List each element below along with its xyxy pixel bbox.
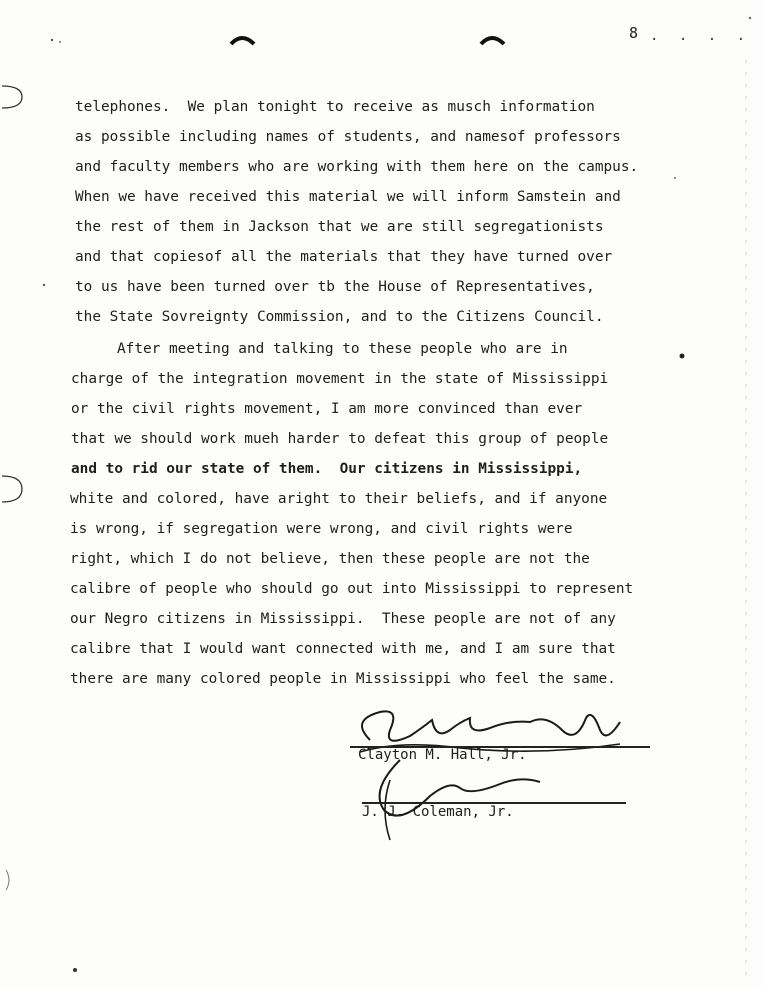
text-line: telephones. We plan tonight to receive as musch information	[75, 99, 595, 115]
corner-dots: . . . .	[650, 28, 752, 44]
text-line: right, which I do not believe, then these people are not the	[70, 551, 590, 567]
text-line: that we should work mueh harder to defeat this group of people	[71, 431, 609, 447]
page-number: 8	[629, 24, 639, 42]
text-line: or the civil rights movement, I am more convinced than ever	[71, 401, 583, 417]
signatory-name-1: Clayton M. Hall, Jr.	[358, 747, 527, 763]
text-line: and faculty members who are working with them here on the campus.	[75, 159, 639, 175]
text-line: and that copiesof all the materials that they have turned over	[75, 249, 613, 265]
signatory-name-2: J. J. Coleman, Jr.	[362, 804, 514, 820]
text-line: and to rid our state of them. Our citizens in Mississippi,	[71, 461, 583, 477]
text-line: as possible including names of students, and namesof professors	[75, 129, 621, 145]
text-line: our Negro citizens in Mississippi. These people are not of any	[70, 611, 616, 627]
signature-block	[340, 700, 670, 850]
text-line: After meeting and talking to these people who are in	[117, 341, 568, 357]
text-line: calibre that I would want connected with me, and I am sure that	[70, 641, 616, 657]
text-line: is wrong, if segregation were wrong, and civil rights were	[70, 521, 573, 537]
text-line: When we have received this material we will inform Samstein and	[75, 189, 621, 205]
text-line: there are many colored people in Mississippi who feel the same.	[70, 671, 616, 687]
handwritten-signature-hall	[340, 700, 670, 850]
text-line: to us have been turned over tb the House of Representatives,	[75, 279, 595, 295]
text-line: white and colored, have aright to their beliefs, and if anyone	[70, 491, 608, 507]
text-line: the rest of them in Jackson that we are still segregationists	[75, 219, 604, 235]
text-line: the State Sovreignty Commission, and to the Citizens Council.	[75, 309, 604, 325]
text-line: charge of the integration movement in the state of Mississippi	[71, 371, 609, 387]
text-line: calibre of people who should go out into Mississippi to represent	[70, 581, 634, 597]
